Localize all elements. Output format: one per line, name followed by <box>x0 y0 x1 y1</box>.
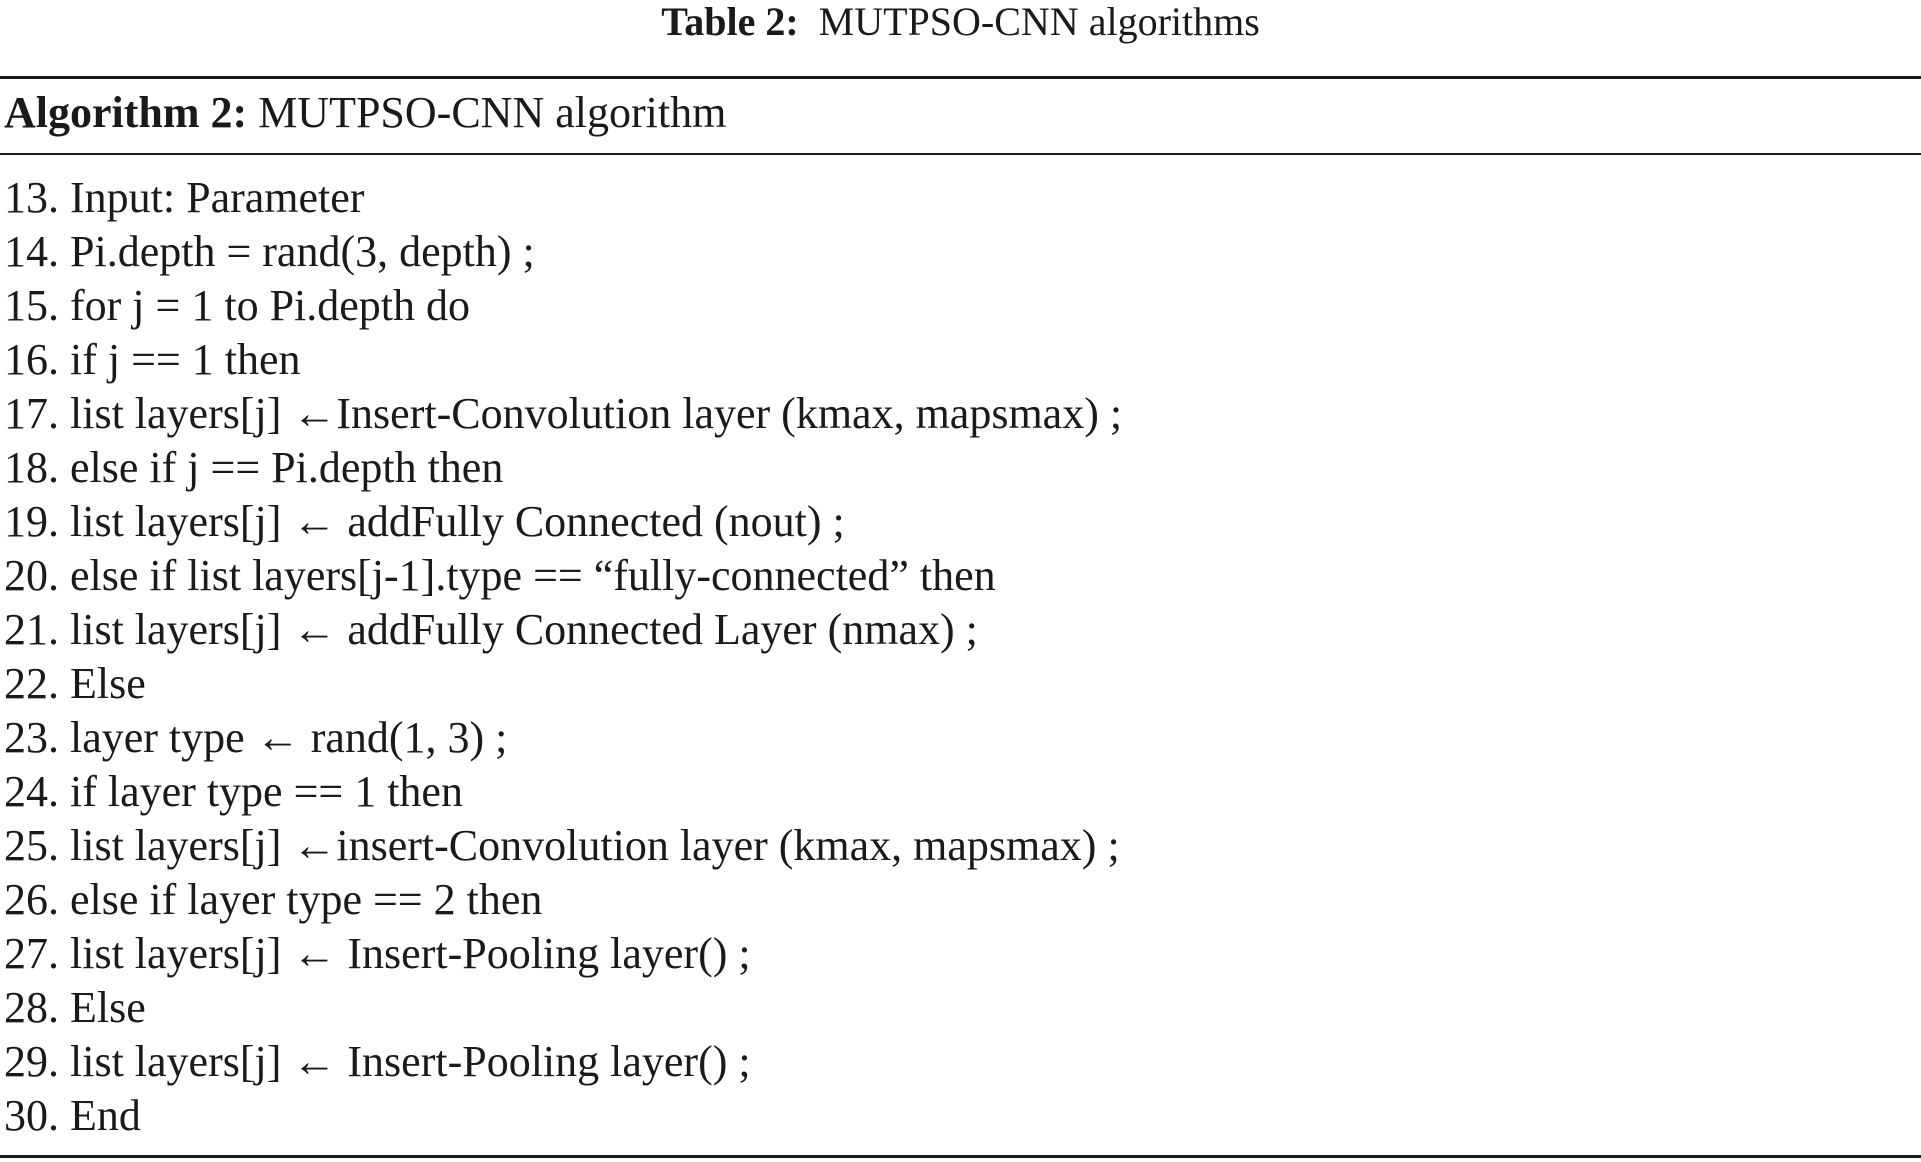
bottom-rule <box>0 1155 1921 1158</box>
algorithm-line-15: 15. for j = 1 to Pi.depth do <box>4 281 471 330</box>
algorithm-line-22: 22. Else <box>4 659 146 708</box>
algorithm-line-24: 24. if layer type == 1 then <box>4 767 463 816</box>
algorithm-line-13: 13. Input: Parameter <box>4 173 365 222</box>
algorithm-line-29: 29. list layers[j] ← Insert-Pooling layer() ; <box>4 1037 751 1086</box>
algorithm-line-17: 17. list layers[j] ←Insert-Convolution layer (kmax, mapsmax) ; <box>4 389 1123 438</box>
table-caption <box>0 0 1921 44</box>
algorithm-line-28: 28. Else <box>4 983 146 1032</box>
algorithm-line-18: 18. else if j == Pi.depth then <box>4 443 504 492</box>
algorithm-line-20: 20. else if list layers[j-1].type == “fully-connected” then <box>4 551 996 600</box>
table-caption-label: Table 2: <box>661 0 799 44</box>
algorithm-line-27: 27. list layers[j] ← Insert-Pooling layer() ; <box>4 929 751 978</box>
table-caption-text: MUTPSO-CNN algorithms <box>818 0 1260 44</box>
algorithm-line-25: 25. list layers[j] ←insert-Convolution layer (kmax, mapsmax) ; <box>4 821 1120 870</box>
algorithm-header-label: Algorithm 2: <box>4 88 248 137</box>
algorithm-line-19: 19. list layers[j] ← addFully Connected (nout) ; <box>4 497 845 546</box>
top-rule <box>0 76 1921 79</box>
algorithm-lines <box>4 171 1122 1143</box>
algorithm-line-14: 14. Pi.depth = rand(3, depth) ; <box>4 227 535 276</box>
algorithm-line-23: 23. layer type ← rand(1, 3) ; <box>4 713 508 762</box>
algorithm-line-21: 21. list layers[j] ← addFully Connected Layer (nmax) ; <box>4 605 978 654</box>
algorithm-line-30: 30. End <box>4 1091 141 1140</box>
algorithm-line-16: 16. if j == 1 then <box>4 335 301 384</box>
algorithm-header-title: MUTPSO-CNN algorithm <box>258 88 727 137</box>
header-rule <box>0 153 1921 155</box>
algorithm-header <box>4 85 726 141</box>
algorithm-line-26: 26. else if layer type == 2 then <box>4 875 543 924</box>
